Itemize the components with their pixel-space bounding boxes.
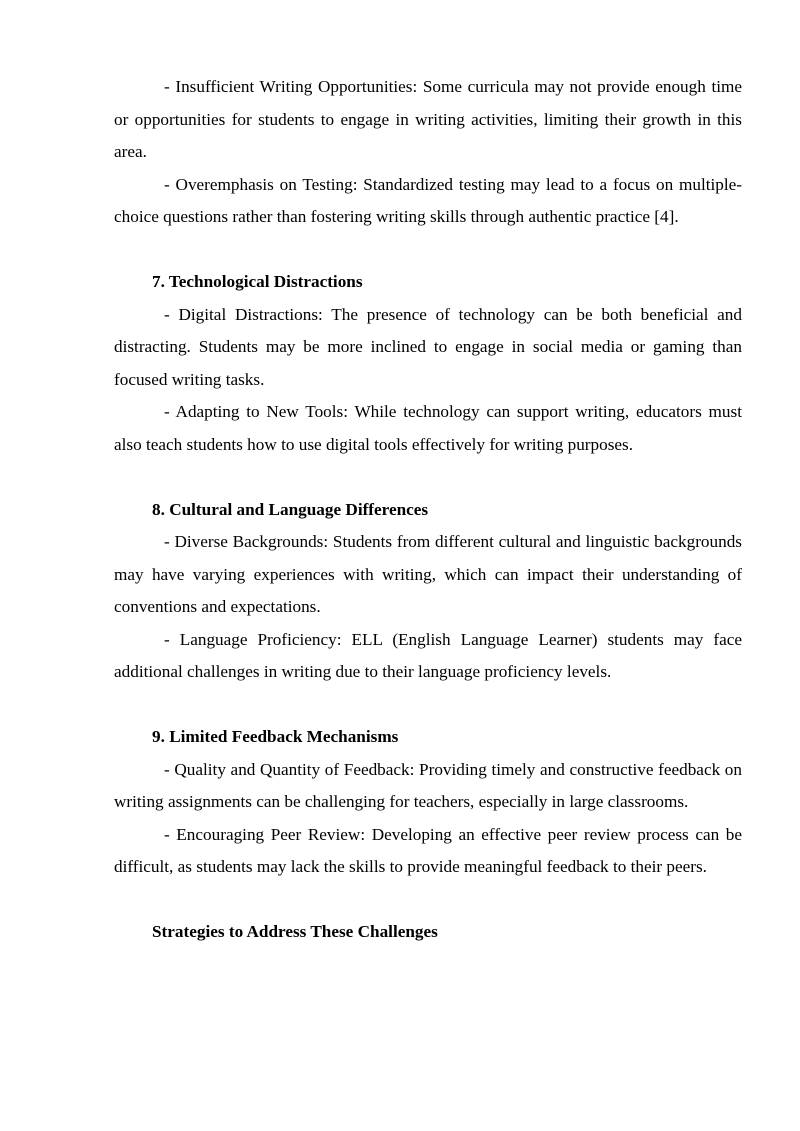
section-gap bbox=[114, 884, 742, 917]
section-gap bbox=[114, 689, 742, 722]
paragraph-adapting-to-new-tools: - Adapting to New Tools: While technology can support writing, educators must also teach students how to use digital tools effectively for writing purposes. bbox=[114, 402, 742, 454]
paragraph-encouraging-peer-review: - Encouraging Peer Review: Developing an effective peer review process can be difficult, as students may lack the skills to provide meaningful feedback to their peers. bbox=[114, 824, 742, 876]
paragraph-insufficient-writing-opportunities: - Insufficient Writing Opportunities: Some curricula may not provide enough time or opportunities for students to engage in writing activities, limiting their growth in this area. bbox=[114, 77, 742, 161]
paragraph-language-proficiency: - Language Proficiency: ELL (English Language Learner) students may face additional challenges in writing due to their language proficiency levels. bbox=[114, 629, 742, 681]
document-page bbox=[114, 71, 742, 949]
heading-strategies: Strategies to Address These Challenges bbox=[152, 922, 438, 941]
paragraph-digital-distractions: - Digital Distractions: The presence of technology can be both beneficial and distracting. Students may be more inclined to engage in social media or gaming than focused writing tasks. bbox=[114, 304, 742, 389]
paragraph-overemphasis-on-testing: - Overemphasis on Testing: Standardized testing may lead to a focus on multiple-choice questions rather than fostering writing skills through authentic practice [4]. bbox=[114, 174, 742, 226]
paragraph-quality-quantity-feedback: - Quality and Quantity of Feedback: Providing timely and constructive feedback on writing assignments can be challenging for teachers, especially in large classrooms. bbox=[114, 759, 742, 811]
section-gap bbox=[114, 234, 742, 267]
heading-technological-distractions: 7. Technological Distractions bbox=[152, 272, 363, 291]
heading-limited-feedback-mechanisms: 9. Limited Feedback Mechanisms bbox=[152, 727, 399, 746]
heading-cultural-language-differences: 8. Cultural and Language Differences bbox=[152, 499, 429, 519]
paragraph-diverse-backgrounds: - Diverse Backgrounds: Students from different cultural and linguistic backgrounds may have varying experiences with writing, which can impact their understanding of conventions and expectations. bbox=[114, 532, 742, 616]
section-gap bbox=[114, 461, 742, 494]
